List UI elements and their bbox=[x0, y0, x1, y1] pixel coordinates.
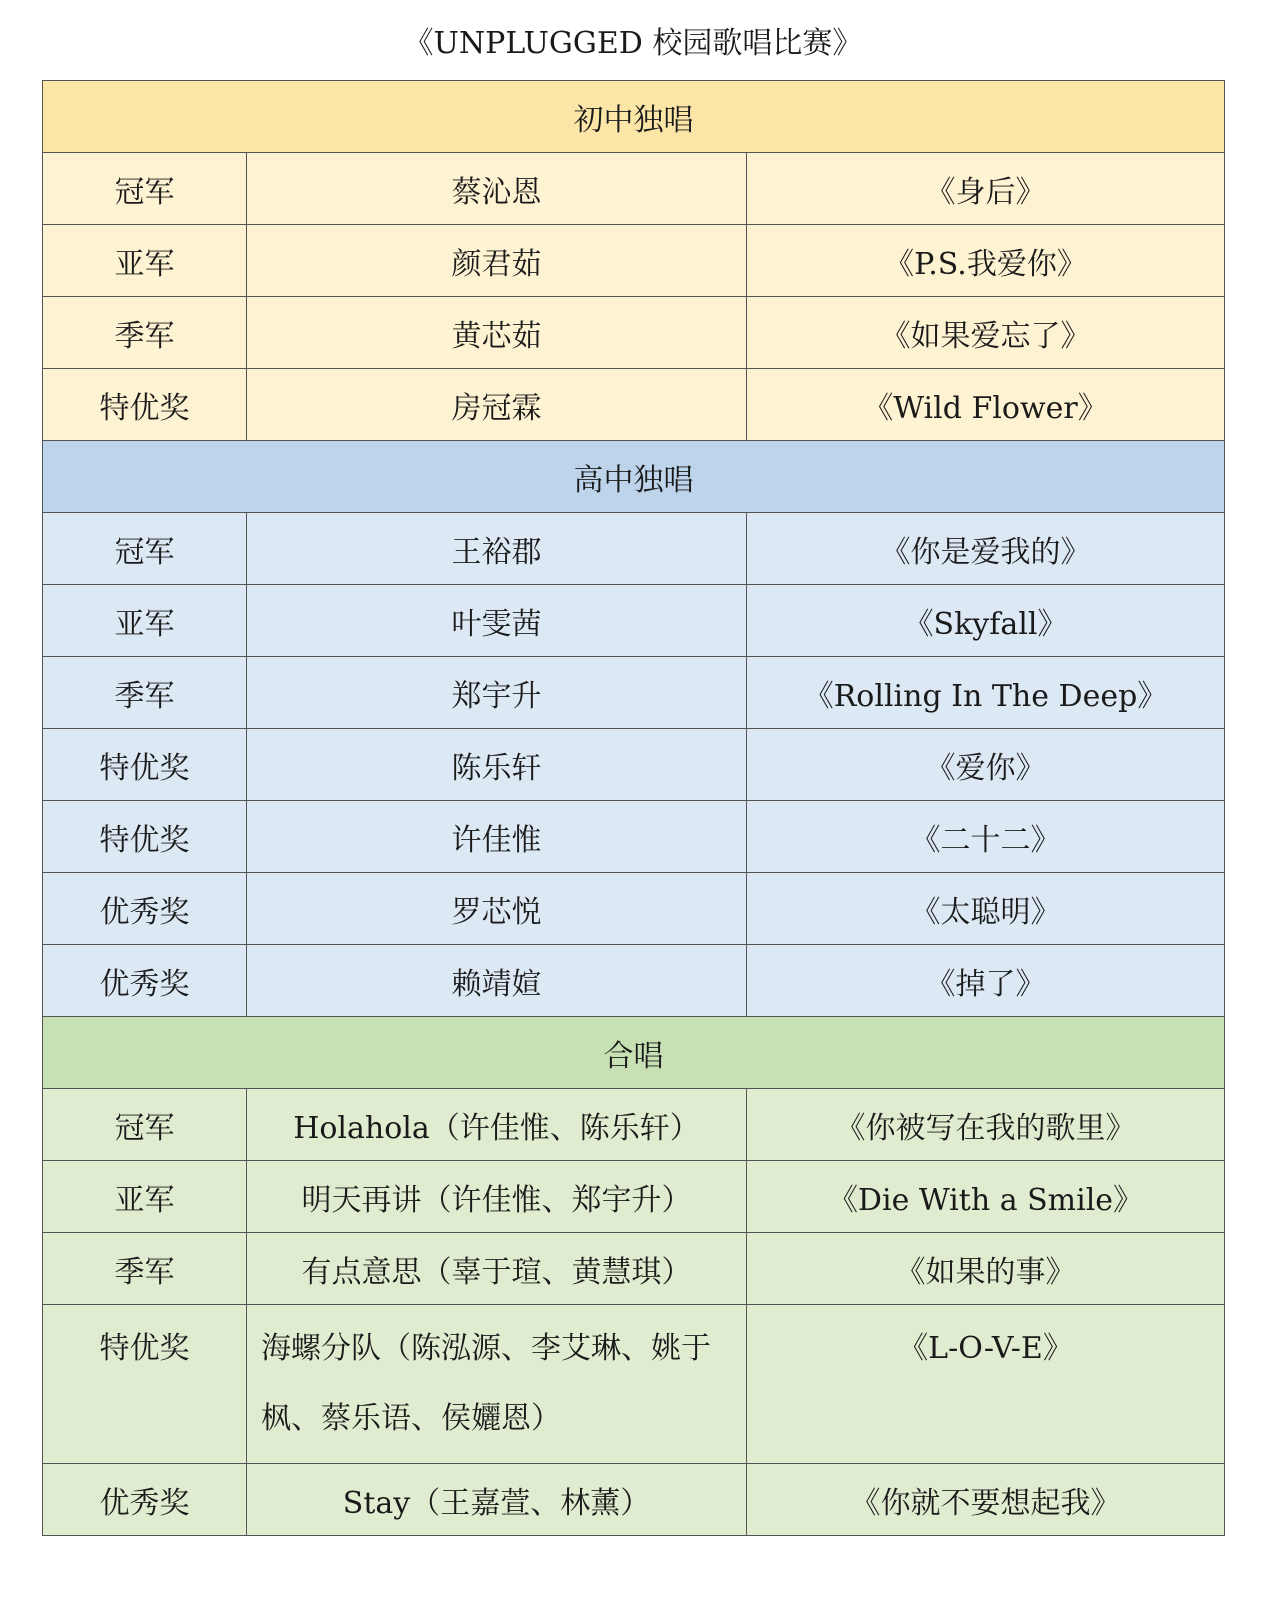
prize-cell: 特优奖 bbox=[43, 369, 247, 441]
results-table bbox=[42, 80, 1225, 1536]
winner-cell: 赖靖媗 bbox=[247, 945, 747, 1017]
winner-cell: 明天再讲（许佳惟、郑宇升） bbox=[247, 1161, 747, 1233]
prize-cell: 冠军 bbox=[43, 513, 247, 585]
prize-cell: 冠军 bbox=[43, 153, 247, 225]
prize-cell: 冠军 bbox=[43, 1089, 247, 1161]
winner-cell: 许佳惟 bbox=[247, 801, 747, 873]
song-cell: 《你就不要想起我》 bbox=[747, 1464, 1225, 1536]
section-header: 初中独唱 bbox=[43, 81, 1225, 153]
prize-cell: 季军 bbox=[43, 297, 247, 369]
section-header-row bbox=[43, 1017, 1225, 1089]
song-cell: 《Rolling In The Deep》 bbox=[747, 657, 1225, 729]
song-cell: 《L-O-V-E》 bbox=[747, 1305, 1225, 1464]
song-cell: 《如果爱忘了》 bbox=[747, 297, 1225, 369]
prize-cell: 优秀奖 bbox=[43, 945, 247, 1017]
table-row bbox=[43, 945, 1225, 1017]
winner-cell: 王裕郡 bbox=[247, 513, 747, 585]
song-cell: 《如果的事》 bbox=[747, 1233, 1225, 1305]
table-row bbox=[43, 1233, 1225, 1305]
results-table-body bbox=[43, 81, 1225, 1536]
table-row bbox=[43, 297, 1225, 369]
section-header-row bbox=[43, 81, 1225, 153]
song-cell: 《Die With a Smile》 bbox=[747, 1161, 1225, 1233]
prize-cell: 季军 bbox=[43, 657, 247, 729]
song-cell: 《太聪明》 bbox=[747, 873, 1225, 945]
winner-cell: Stay（王嘉萱、林薰） bbox=[247, 1464, 747, 1536]
song-cell: 《二十二》 bbox=[747, 801, 1225, 873]
prize-cell: 亚军 bbox=[43, 225, 247, 297]
prize-cell: 亚军 bbox=[43, 585, 247, 657]
table-row bbox=[43, 1089, 1225, 1161]
song-cell: 《爱你》 bbox=[747, 729, 1225, 801]
table-row bbox=[43, 513, 1225, 585]
table-row bbox=[43, 801, 1225, 873]
document-title: 《UNPLUGGED 校园歌唱比赛》 bbox=[403, 26, 863, 61]
table-row bbox=[43, 1161, 1225, 1233]
winner-cell: 颜君茹 bbox=[247, 225, 747, 297]
prize-cell: 特优奖 bbox=[43, 801, 247, 873]
song-cell: 《Skyfall》 bbox=[747, 585, 1225, 657]
song-cell: 《你是爱我的》 bbox=[747, 513, 1225, 585]
winner-cell: 黄芯茹 bbox=[247, 297, 747, 369]
winner-cell: 叶雯茜 bbox=[247, 585, 747, 657]
song-cell: 《掉了》 bbox=[747, 945, 1225, 1017]
prize-cell: 季军 bbox=[43, 1233, 247, 1305]
section-header-row bbox=[43, 441, 1225, 513]
winner-cell: 郑宇升 bbox=[247, 657, 747, 729]
prize-cell: 亚军 bbox=[43, 1161, 247, 1233]
table-row bbox=[43, 585, 1225, 657]
prize-cell: 特优奖 bbox=[43, 729, 247, 801]
table-row bbox=[43, 657, 1225, 729]
prize-cell: 优秀奖 bbox=[43, 1464, 247, 1536]
table-row bbox=[43, 729, 1225, 801]
song-cell: 《Wild Flower》 bbox=[747, 369, 1225, 441]
song-cell: 《身后》 bbox=[747, 153, 1225, 225]
section-header: 高中独唱 bbox=[43, 441, 1225, 513]
winner-cell: 海螺分队（陈泓源、李艾琳、姚于枫、蔡乐语、侯孋恩） bbox=[247, 1305, 747, 1464]
table-row bbox=[43, 1305, 1225, 1464]
table-row bbox=[43, 225, 1225, 297]
table-row bbox=[43, 873, 1225, 945]
winner-cell: 陈乐轩 bbox=[247, 729, 747, 801]
table-row bbox=[43, 1464, 1225, 1536]
prize-cell: 特优奖 bbox=[43, 1305, 247, 1464]
winner-cell: 有点意思（辜于瑄、黄慧琪） bbox=[247, 1233, 747, 1305]
table-row bbox=[43, 153, 1225, 225]
prize-cell: 优秀奖 bbox=[43, 873, 247, 945]
winner-cell: Holahola（许佳惟、陈乐轩） bbox=[247, 1089, 747, 1161]
winner-cell: 罗芯悦 bbox=[247, 873, 747, 945]
table-row bbox=[43, 369, 1225, 441]
winner-cell: 蔡沁恩 bbox=[247, 153, 747, 225]
section-header: 合唱 bbox=[43, 1017, 1225, 1089]
winner-cell: 房冠霖 bbox=[247, 369, 747, 441]
song-cell: 《你被写在我的歌里》 bbox=[747, 1089, 1225, 1161]
song-cell: 《P.S.我爱你》 bbox=[747, 225, 1225, 297]
